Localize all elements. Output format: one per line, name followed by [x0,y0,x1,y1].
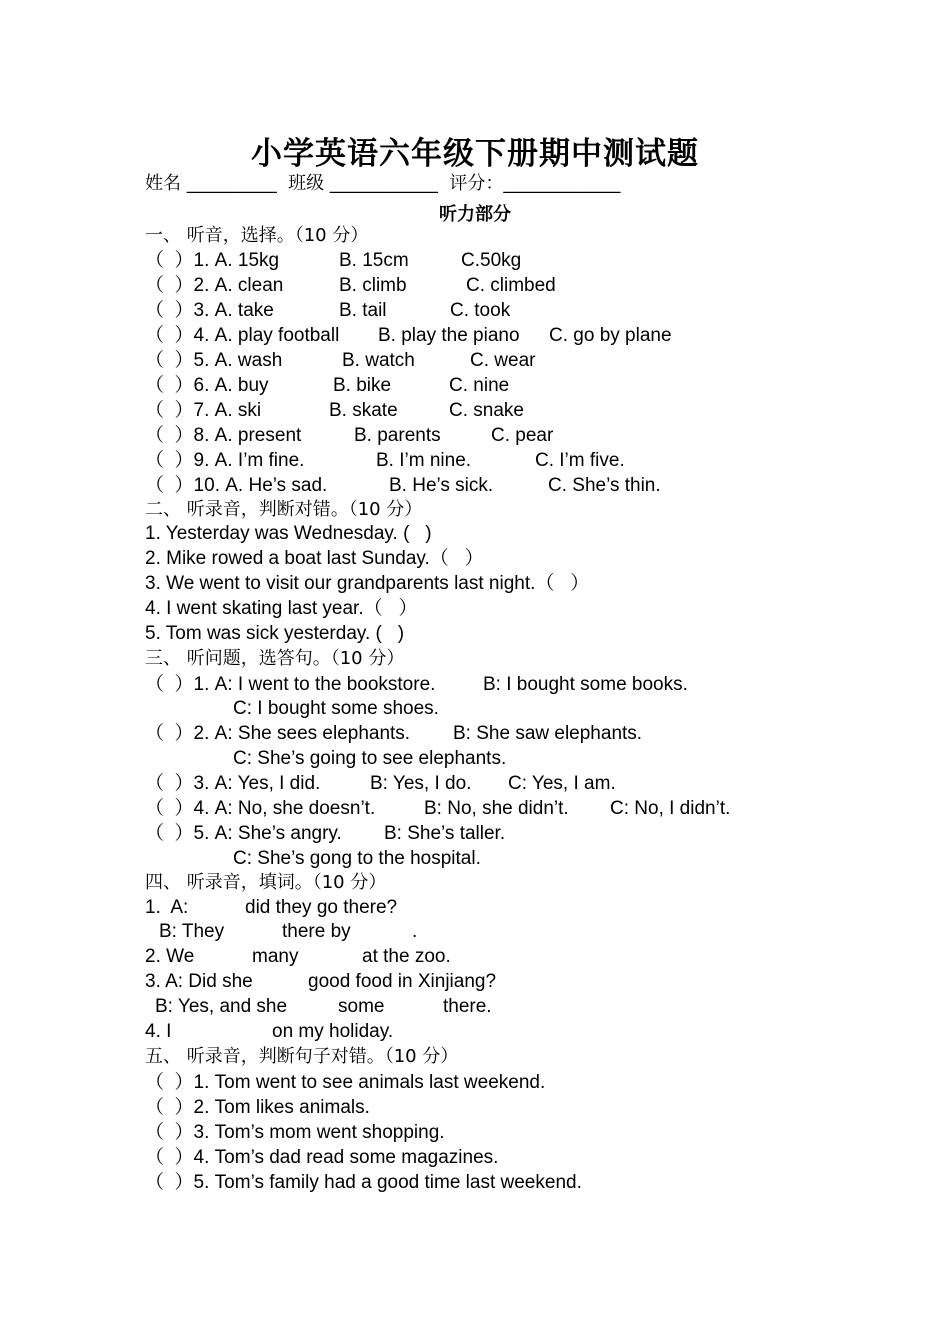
s4-line-2a: B: They [159,921,225,942]
s5-item: （ ）2. Tom likes animals. [145,1097,370,1118]
s1-item-option-c: C. climbed [466,275,556,296]
section-4-heading: 四、 听录音，填词。（10 分） [145,872,387,893]
s5-item: （ ）5. Tom’s family had a good time last weekend. [145,1172,582,1193]
s1-item-option-b: B. bike [333,375,392,396]
s3-q2-c: C: She’s going to see elephants. [233,748,507,769]
s3-q5-c: C: She’s gong to the hospital. [233,848,481,869]
s1-item-option-a: （ ）6. A. buy [145,375,269,396]
s2-item: 2. Mike rowed a boat last Sunday.（ ） [145,548,484,569]
s1-item-option-a: （ ）8. A. present [145,425,302,446]
s5-item: （ ）3. Tom’s mom went shopping. [145,1122,445,1143]
s4-line-2c: . [412,921,418,942]
student-info-line: 姓名 __________ 班级 ____________ 评分：_____________ [145,173,621,194]
s4-line-3a: 2. We [145,946,195,967]
s3-q2-b: B: She saw elephants. [453,723,643,744]
s1-item-option-b: B. I’m nine. [376,450,472,471]
s1-item-option-a: （ ）7. A. ski [145,400,262,421]
s3-q3-b: B: Yes, I do. [370,773,472,794]
s1-item-option-a: （ ）3. A. take [145,300,274,321]
s1-item-option-b: B. climb [339,275,407,296]
s1-item-option-c: C. pear [491,425,554,446]
s1-item-option-a: （ ）2. A. clean [145,275,284,296]
listening-part-heading: 听力部分 [439,204,511,225]
s4-line-3b: many [252,946,299,967]
s3-q1-c: C: I bought some shoes. [233,698,439,719]
s4-line-1a: 1. A: [145,897,189,918]
s1-item-option-c: C. wear [470,350,536,371]
s1-item-option-c: C. I’m five. [535,450,625,471]
s1-item-option-a: （ ）5. A. wash [145,350,283,371]
s1-item-option-a: （ ）1. A. 15kg [145,250,280,271]
s3-q2-a: （ ）2. A: She sees elephants. [145,723,411,744]
s3-q1-a: （ ）1. A: I went to the bookstore. [145,674,436,695]
s3-q3-a: （ ）3. A: Yes, I did. [145,773,321,794]
s3-q4-a: （ ）4. A: No, she doesn’t. [145,798,376,819]
s4-line-2b: there by [282,921,351,942]
section-1-heading: 一、 听音，选择。（10 分） [145,225,369,246]
section-2-heading: 二、 听录音，判断对错。（10 分） [145,499,423,520]
s1-item-option-b: B. tail [339,300,387,321]
s5-item: （ ）4. Tom’s dad read some magazines. [145,1147,499,1168]
s3-q4-c: C: No, I didn’t. [610,798,731,819]
s3-q5-b: B: She’s taller. [384,823,506,844]
s1-item-option-b: B. He’s sick. [389,475,494,496]
s1-item-option-a: （ ）10. A. He’s sad. [145,475,328,496]
s1-item-option-c: C. go by plane [549,325,672,346]
s2-item: 1. Yesterday was Wednesday. ( ) [145,523,432,544]
s1-item-option-c: C. nine [449,375,510,396]
s1-item-option-b: B. skate [329,400,398,421]
s2-item: 3. We went to visit our grandparents last night.（ ） [145,573,590,594]
s3-q4-b: B: No, she didn’t. [424,798,569,819]
s1-item-option-c: C. snake [449,400,524,421]
s4-line-3c: at the zoo. [362,946,451,967]
s4-line-5b: some [338,996,385,1017]
s4-line-5a: B: Yes, and she [155,996,288,1017]
s4-line-4a: 3. A: Did she [145,971,253,992]
section-3-heading: 三、 听问题，选答句。（10 分） [145,648,405,669]
s1-item-option-a: （ ）4. A. play football [145,325,340,346]
s3-q3-c: C: Yes, I am. [508,773,616,794]
page-title: 小学英语六年级下册期中测试题 [251,136,699,172]
s3-q1-b: B: I bought some books. [483,674,688,695]
s1-item-option-c: C.50kg [461,250,522,271]
s2-item: 5. Tom was sick yesterday. ( ) [145,623,405,644]
s4-line-6b: on my holiday. [272,1021,394,1042]
s4-line-1b: did they go there? [245,897,398,918]
s4-line-4b: good food in Xinjiang? [308,971,497,992]
s4-line-6a: 4. I [145,1021,172,1042]
s3-q5-a: （ ）5. A: She’s angry. [145,823,342,844]
s1-item-option-c: C. She’s thin. [548,475,661,496]
s1-item-option-b: B. parents [354,425,441,446]
s2-item: 4. I went skating last year.（ ） [145,598,418,619]
s1-item-option-b: B. watch [342,350,415,371]
s1-item-option-b: B. play the piano [378,325,520,346]
s1-item-option-b: B. 15cm [339,250,409,271]
s1-item-option-c: C. took [450,300,511,321]
s4-line-5c: there. [443,996,492,1017]
section-5-heading: 五、 听录音，判断句子对错。（10 分） [145,1046,459,1067]
s1-item-option-a: （ ）9. A. I’m fine. [145,450,305,471]
s5-item: （ ）1. Tom went to see animals last weekend. [145,1072,546,1093]
